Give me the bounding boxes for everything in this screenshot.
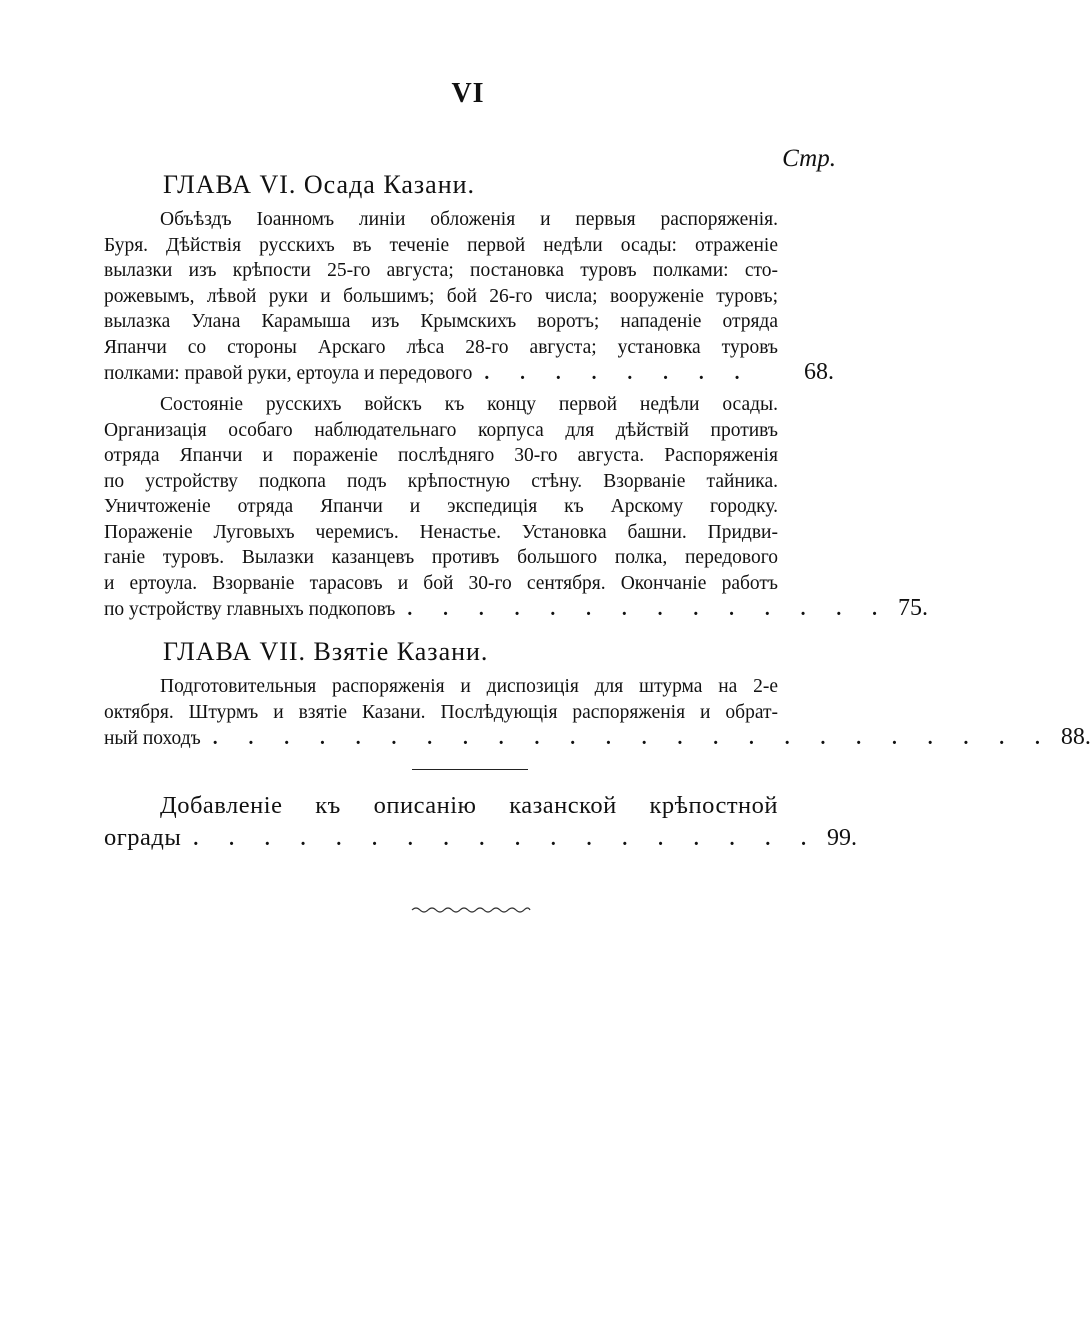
dot-leader: . . . . . . . . <box>484 363 753 384</box>
entry-line <box>104 207 834 233</box>
entry-text: вылазки изъ крѣпости 25-го августа; постановка туровъ полками: сто- <box>104 260 778 281</box>
page-reference[interactable]: 88. <box>1060 724 1091 750</box>
entry-text: Япанчи со стороны Арскаго лѣса 28-го августа; установка туровъ <box>104 336 778 358</box>
toc-entry <box>104 392 929 622</box>
chapter-title: ГЛАВА VI. Осада Казани. <box>163 170 476 199</box>
page-reference[interactable]: 99. <box>826 825 857 851</box>
entry-line <box>104 418 834 444</box>
entry-line <box>104 790 834 822</box>
entry-text: Организація особаго наблюдательнаго корпуса для дѣйствій противъ <box>104 419 778 441</box>
page-number: VI <box>451 78 485 109</box>
entry-line <box>104 700 834 726</box>
toc-entry <box>104 207 834 386</box>
entry-text: октября. Штурмъ и взятіе Казани. Послѣдующія распоряженія и обрат- <box>104 701 778 723</box>
entry-line <box>104 233 834 259</box>
page-reference[interactable]: 75. <box>898 595 929 621</box>
page-reference[interactable]: 68. <box>804 359 834 385</box>
entry-line <box>104 469 834 495</box>
entry-text: по устройству главныхъ подкоповъ <box>104 599 396 620</box>
entry-text: Подготовительныя распоряженія и диспозиція для штурма на 2-е <box>160 676 778 697</box>
entry-line <box>104 595 929 622</box>
entry-line <box>104 360 834 386</box>
entry-text: ограды <box>104 824 182 851</box>
entry-text: ганіе туровъ. Вылазки казанцевъ противъ большого полка, передового <box>104 547 778 568</box>
entry-text: Буря. Дѣйствія русскихъ въ теченіе первой недѣли осады: отраженіе <box>104 234 778 256</box>
entry-line <box>104 335 834 361</box>
dot-leader: . . . . . . . . . . . . . . . . . . <box>193 829 819 850</box>
chapter-title: ГЛАВА VII. Взятіе Казани. <box>163 637 489 666</box>
toc-entry <box>104 674 1091 751</box>
entry-text: отряда Япанчи и пораженіе послѣдняго 30-го августа. Распоряженія <box>104 445 778 466</box>
entry-text: Пораженіе Луговыхъ черемисъ. Ненастье. Установка башни. Придви- <box>104 521 778 543</box>
section-divider <box>412 769 528 770</box>
entry-line <box>104 545 834 571</box>
entry-line <box>104 258 834 284</box>
page-column-label: Стр. <box>782 145 836 172</box>
entry-line <box>104 284 834 310</box>
entry-text: вылазка Улана Карамыша изъ Крымскихъ воротъ; нападеніе отряда <box>104 311 778 332</box>
entry-text: Объѣздъ Іоанномъ линіи обложенія и первыя распоряженія. <box>160 209 778 230</box>
entry-text: и ертоула. Взорваніе тарасовъ и бой 30-го сентября. Окончаніе работъ <box>104 572 778 594</box>
entry-text: Состояніе русскихъ войскъ къ концу первой недѣли осады. <box>160 394 778 415</box>
entry-line <box>104 571 834 597</box>
entry-line <box>104 309 834 335</box>
decorative-flourish <box>410 905 532 915</box>
entry-text: по устройству подкопа подъ крѣпостную стѣну. Взорваніе тайника. <box>104 470 778 492</box>
entry-text: Уничтоженіе отряда Япанчи и экспедиція къ Арскому городку. <box>104 496 778 517</box>
toc-entry-addendum <box>104 790 857 854</box>
entry-line <box>104 520 834 546</box>
entry-line <box>104 724 1091 751</box>
dot-leader: . . . . . . . . . . . . . . <box>407 599 891 620</box>
entry-line <box>104 674 834 700</box>
entry-line <box>104 392 834 418</box>
entry-text: рожевымъ, лѣвой руки и большимъ; бой 26-го числа; вооруженіе туровъ; <box>104 285 778 307</box>
dot-leader: . . . . . . . . . . . . . . . . . . . . . . . . <box>212 728 1053 749</box>
entry-text: полками: правой руки, ертоула и передового <box>104 363 473 384</box>
entry-text: Добавленіе къ описанію казанской крѣпостной <box>160 792 778 819</box>
entry-line <box>104 494 834 520</box>
entry-line <box>104 443 834 469</box>
entry-line <box>104 822 857 854</box>
entry-text: ный походъ <box>104 728 201 749</box>
